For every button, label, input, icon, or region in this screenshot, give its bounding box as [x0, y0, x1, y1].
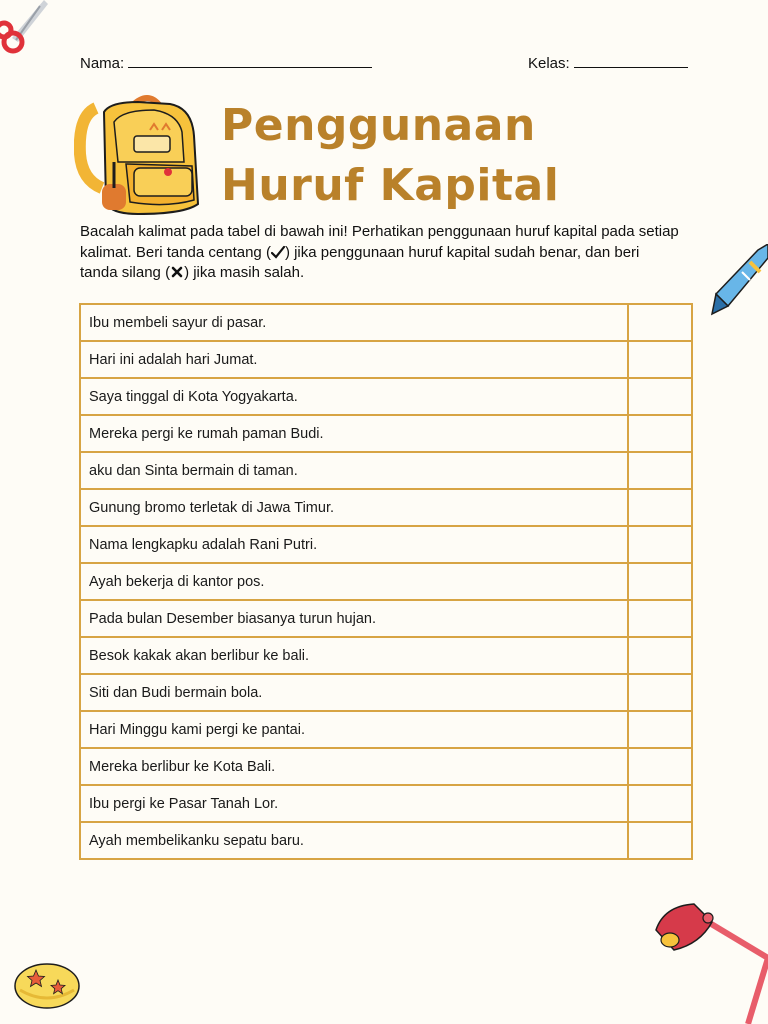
- scissors-icon: [0, 0, 48, 58]
- answer-box[interactable]: [628, 711, 692, 748]
- instructions-part-2: ) jika penggunaan huruf kapital sudah benar, dan beri tanda silang (: [80, 243, 640, 281]
- sentence-cell: aku dan Sinta bermain di taman.: [80, 452, 628, 489]
- table-row: [80, 378, 692, 415]
- page-title-line-2: Huruf Kapital: [221, 160, 560, 211]
- table-row: [80, 489, 692, 526]
- instructions-part-3: ) jika masih salah.: [184, 264, 305, 281]
- table-row: [80, 526, 692, 563]
- pen-icon: [706, 244, 768, 318]
- cross-icon: [170, 265, 184, 279]
- instructions-part-1: Bacalah kalimat pada tabel di bawah ini! Perhatikan penggunaan huruf kapital pada setiap kalimat. Beri tanda centang (: [80, 223, 679, 261]
- answer-box[interactable]: [628, 415, 692, 452]
- sentence-cell: Ibu membeli sayur di pasar.: [80, 304, 628, 341]
- answer-box[interactable]: [628, 600, 692, 637]
- answer-box[interactable]: [628, 674, 692, 711]
- answer-box[interactable]: [628, 748, 692, 785]
- sentence-cell: Ayah membelikanku sepatu baru.: [80, 822, 628, 859]
- answer-box[interactable]: [628, 452, 692, 489]
- answer-box[interactable]: [628, 637, 692, 674]
- name-field: [80, 53, 372, 72]
- eraser-icon: [12, 960, 82, 1012]
- class-blank-line[interactable]: [574, 53, 688, 68]
- sentence-cell: Hari ini adalah hari Jumat.: [80, 341, 628, 378]
- table-row: [80, 785, 692, 822]
- table-row: [80, 674, 692, 711]
- table-row: [80, 563, 692, 600]
- sentence-cell: Mereka berlibur ke Kota Bali.: [80, 748, 628, 785]
- answer-box[interactable]: [628, 489, 692, 526]
- table-row: [80, 415, 692, 452]
- page-title-line-1: Penggunaan: [221, 100, 536, 151]
- table-row: [80, 748, 692, 785]
- backpack-icon: [74, 92, 202, 216]
- table-row: [80, 341, 692, 378]
- sentence-cell: Hari Minggu kami pergi ke pantai.: [80, 711, 628, 748]
- sentence-cell: Besok kakak akan berlibur ke bali.: [80, 637, 628, 674]
- class-field: [528, 53, 688, 72]
- sentence-table: [79, 303, 693, 860]
- sentence-cell: Nama lengkapku adalah Rani Putri.: [80, 526, 628, 563]
- table-row: [80, 600, 692, 637]
- answer-box[interactable]: [628, 378, 692, 415]
- sentence-cell: Pada bulan Desember biasanya turun hujan.: [80, 600, 628, 637]
- table-row: [80, 822, 692, 859]
- name-label: Nama:: [80, 55, 125, 72]
- sentence-cell: Ibu pergi ke Pasar Tanah Lor.: [80, 785, 628, 822]
- sentence-cell: Siti dan Budi bermain bola.: [80, 674, 628, 711]
- checkmark-icon: [271, 245, 285, 259]
- sentence-cell: Mereka pergi ke rumah paman Budi.: [80, 415, 628, 452]
- table-row: [80, 452, 692, 489]
- answer-box[interactable]: [628, 526, 692, 563]
- answer-box[interactable]: [628, 822, 692, 859]
- table-row: [80, 711, 692, 748]
- answer-box[interactable]: [628, 304, 692, 341]
- desk-lamp-icon: [650, 900, 768, 1024]
- instructions-text: [80, 222, 680, 284]
- answer-box[interactable]: [628, 563, 692, 600]
- sentence-cell: Saya tinggal di Kota Yogyakarta.: [80, 378, 628, 415]
- sentence-cell: Gunung bromo terletak di Jawa Timur.: [80, 489, 628, 526]
- class-label: Kelas:: [528, 55, 570, 72]
- table-row: [80, 304, 692, 341]
- table-row: [80, 637, 692, 674]
- sentence-cell: Ayah bekerja di kantor pos.: [80, 563, 628, 600]
- answer-box[interactable]: [628, 785, 692, 822]
- answer-box[interactable]: [628, 341, 692, 378]
- name-blank-line[interactable]: [128, 53, 372, 68]
